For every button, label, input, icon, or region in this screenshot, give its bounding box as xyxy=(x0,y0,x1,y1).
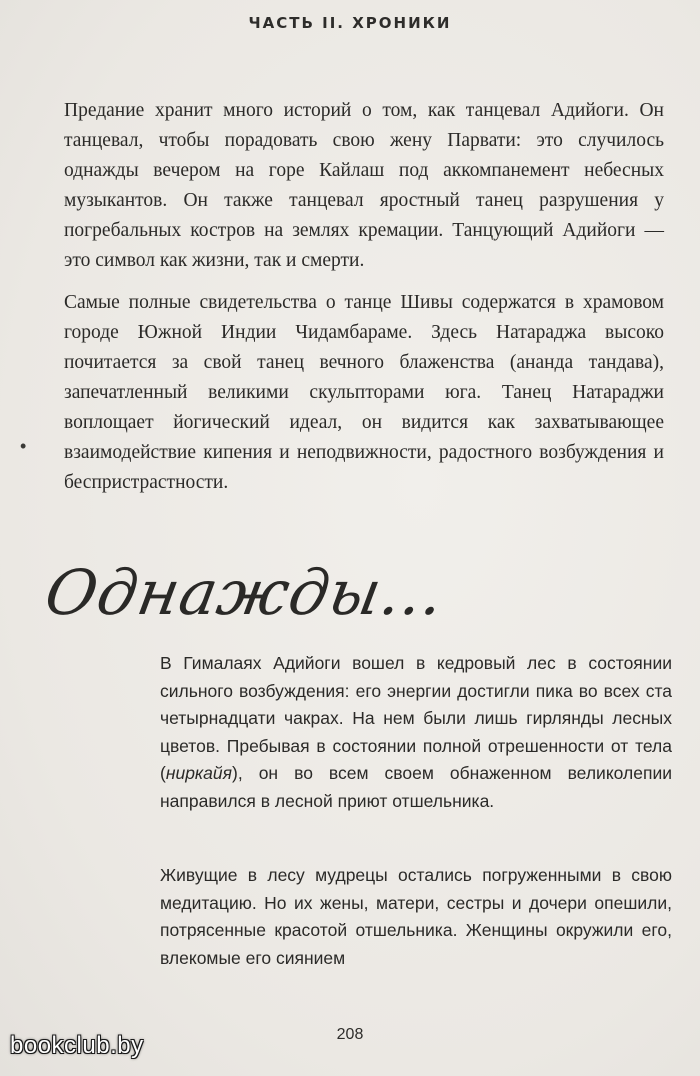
page-number: 208 xyxy=(336,1026,364,1043)
paragraph-chidambaram: Самые полные свидетельства о танце Шивы содержатся в храмовом городе Южной Индии Чидамбараме. Здесь Натараджа высоко почитается за свой танец вечного блаженства (ананда тандава), запечатленный великими скульпторами юга. Танец Натараджи воплощает йогический идеал, он видится как захватывающее взаимодействие кипения и неподвижности, радостного возбуждения и беспристрастности. xyxy=(64,292,664,493)
paragraph-cedar-forest xyxy=(160,650,672,815)
term-nirkaya: ниркайя xyxy=(165,763,232,783)
paragraph-forest-sages: Живущие в лесу мудрецы остались погруженными в свою медитацию. Но их жены, матери, сестры и дочери опешили, потрясенные красотой отшельника. Женщины окружили его, влекомые его сиянием xyxy=(160,865,672,968)
paragraph-adiyogi-dance: Предание хранит много историй о том, как танцевал Адийоги. Он танцевал, чтобы порадовать свою жену Парвати: это случилось однажды вечером на горе Кайлаш под аккомпанемент небесных музыкантов. Он также танцевал яростный танец разрушения у погребальных костров на землях кремации. Танцующий Адийоги — это символ как жизни, так и смерти. xyxy=(64,100,664,271)
running-header: ЧАСТЬ II. ХРОНИКИ xyxy=(248,14,452,32)
site-watermark: bookclub.by xyxy=(10,1032,144,1059)
paragraph-cedar-forest-text-start: В Гималаях Адийоги вошел в кедровый лес в состоянии сильного возбуждения: его энергии достигли пика во всех ста четырнадцати чакрах. На нем были лишь гирлянды лесных цветов. Пребывая в состоянии полной отрешенности от тела ( xyxy=(160,653,672,783)
section-heading-once-upon: Однажды... xyxy=(39,556,451,629)
paragraph-cedar-forest-text-end: ), он во всем своем обнаженном великолепии направился в лесной приют отшельника. xyxy=(160,763,672,811)
margin-mark: • xyxy=(20,436,27,456)
